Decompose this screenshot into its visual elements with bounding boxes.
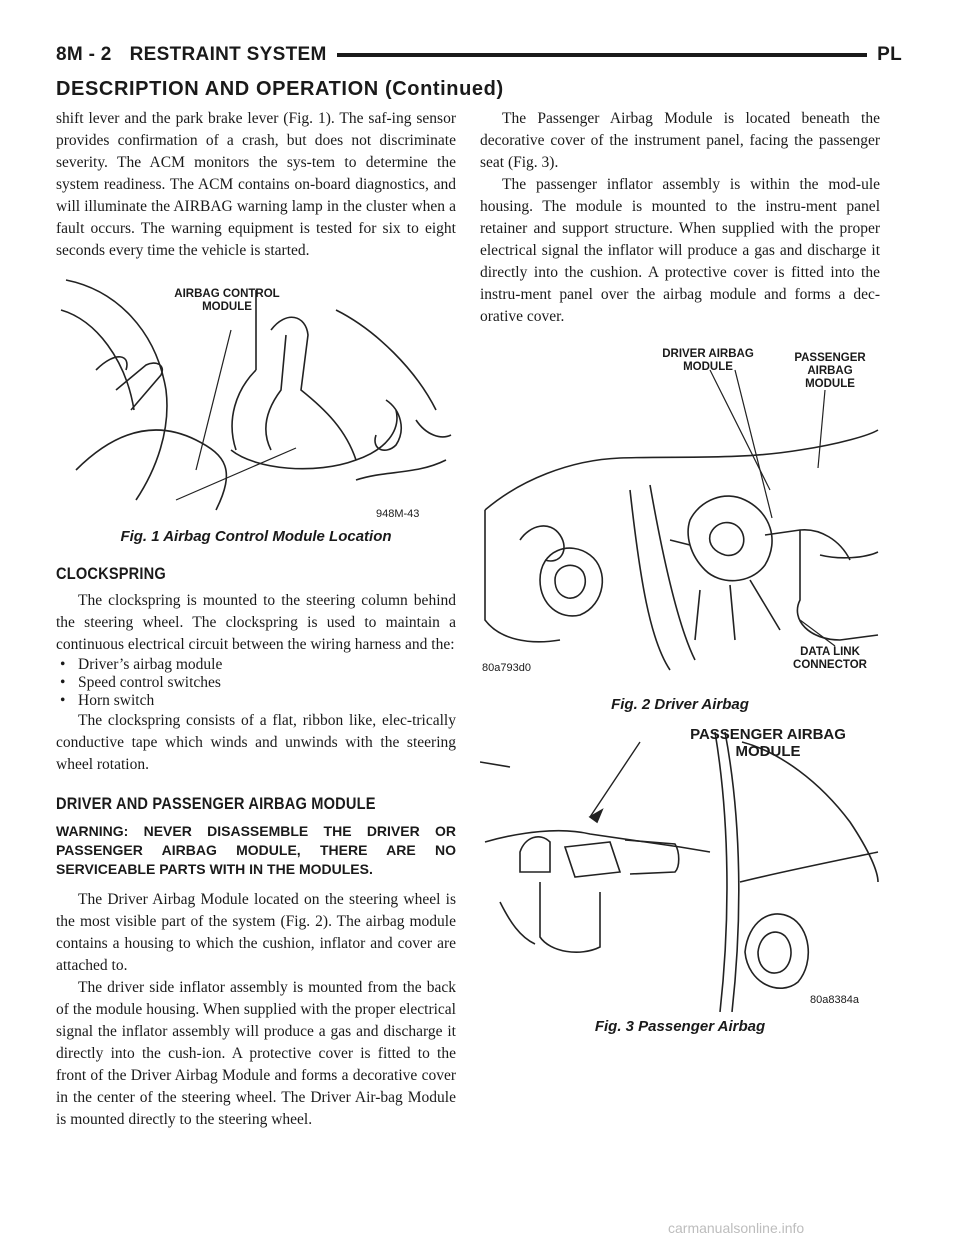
passenger-paragraph-1: The Passenger Airbag Module is located beneath the decorative cover of the instrument panel, facing the passenger seat (Fig. 3). [480,110,880,171]
model-code: PL [877,44,902,65]
list-item: • Driver’s airbag module [56,656,456,674]
figure-2 [480,340,880,720]
left-column [56,108,456,1131]
figure-3 [480,722,880,1042]
figure-1 [56,270,456,552]
figure-2-illustration [480,340,880,686]
data-link-connector-label: DATA LINK CONNECTOR [793,646,867,671]
clockspring-list [56,656,456,710]
figure-2-caption: Fig. 2 Driver Airbag [611,696,749,713]
airbag-paragraph-1: The Driver Airbag Module located on the steering wheel is the most visible part of the system (Fig. 2). The airbag module contains a housing to which the cushion, inflator and cover are attached to. [56,891,456,974]
figure-1-code: 948M-43 [376,508,420,520]
clockspring-heading: CLOCKSPRING [56,564,166,583]
figure-1-caption: Fig. 1 Airbag Control Module Location [120,528,392,545]
airbag-paragraph-2: The driver side inflator assembly is mounted from the back of the module housing. When supplied with the proper electrical signal the inflator assembly will produce a gas and discharge it directly into the cush-ion. A protective cover is fitted to the front of the Driver Airbag Module and forms a decorative cover in the center of the steering wheel. The Driver Air-bag Module is mounted directly to the steering wheel. [56,979,456,1128]
driver-airbag-label: DRIVER AIRBAG MODULE [662,348,754,373]
list-item: • Speed control switches [56,674,456,692]
passenger-airbag-module-label: PASSENGER AIRBAG MODULE [690,726,846,760]
section-name: RESTRAINT SYSTEM [129,44,327,65]
right-column [480,108,880,1042]
footer-watermark: carmanualsonline.info [668,1220,805,1236]
page-header [56,40,902,70]
intro-paragraph: shift lever and the park brake lever (Fig. 1). The saf-ing sensor provides confirmation of a crash, but does not discriminate severity. The ACM monitors the sys-tem to determine the system readiness. The ACM contains on-board diagnostics, and will illuminate the AIRBAG warning lamp in the cluster when a fault occurs. The warning equipment is tested for six to eight seconds every time the vehicle is started. [56,110,456,259]
warning-text: WARNING: NEVER DISASSEMBLE THE DRIVER OR PASSENGER AIRBAG MODULE, THERE ARE NO SERVICEABLE PARTS WITH IN THE MODULES. [56,823,456,877]
clockspring-paragraph-2: The clockspring consists of a flat, ribbon like, elec-trically conductive tape which winds and unwinds with the steering wheel rotation. [56,712,456,773]
figure-3-caption: Fig. 3 Passenger Airbag [594,1018,766,1035]
figure-3-illustration [480,722,880,1012]
passenger-paragraph-2: The passenger inflator assembly is within the mod-ule housing. The module is mounted to the instru-ment panel retainer and support structure. When supplied with the proper electrical signal the inflator will produce a gas and discharge it directly into the cushion. A protective cover is fitted into the instru-ment panel over the airbag module and forms a dec-orative cover. [480,176,880,325]
airbag-module-heading: DRIVER AND PASSENGER AIRBAG MODULE [56,794,376,813]
section-title: DESCRIPTION AND OPERATION (Continued) [56,78,504,100]
clockspring-paragraph-1: The clockspring is mounted to the steering column behind the steering wheel. The clockspring is used to maintain a continuous electrical circuit between the wiring harness and the: [56,592,456,653]
figure-3-code: 80a8384a [810,994,859,1006]
figure-1-label: AIRBAG CONTROL MODULE [174,288,280,313]
list-item: • Horn switch [56,692,456,710]
figure-2-code: 80a793d0 [482,662,531,674]
passenger-airbag-label: PASSENGER AIRBAG MODULE [794,352,866,390]
page-number: 8M - 2 [56,44,112,65]
header-rule [337,53,868,57]
